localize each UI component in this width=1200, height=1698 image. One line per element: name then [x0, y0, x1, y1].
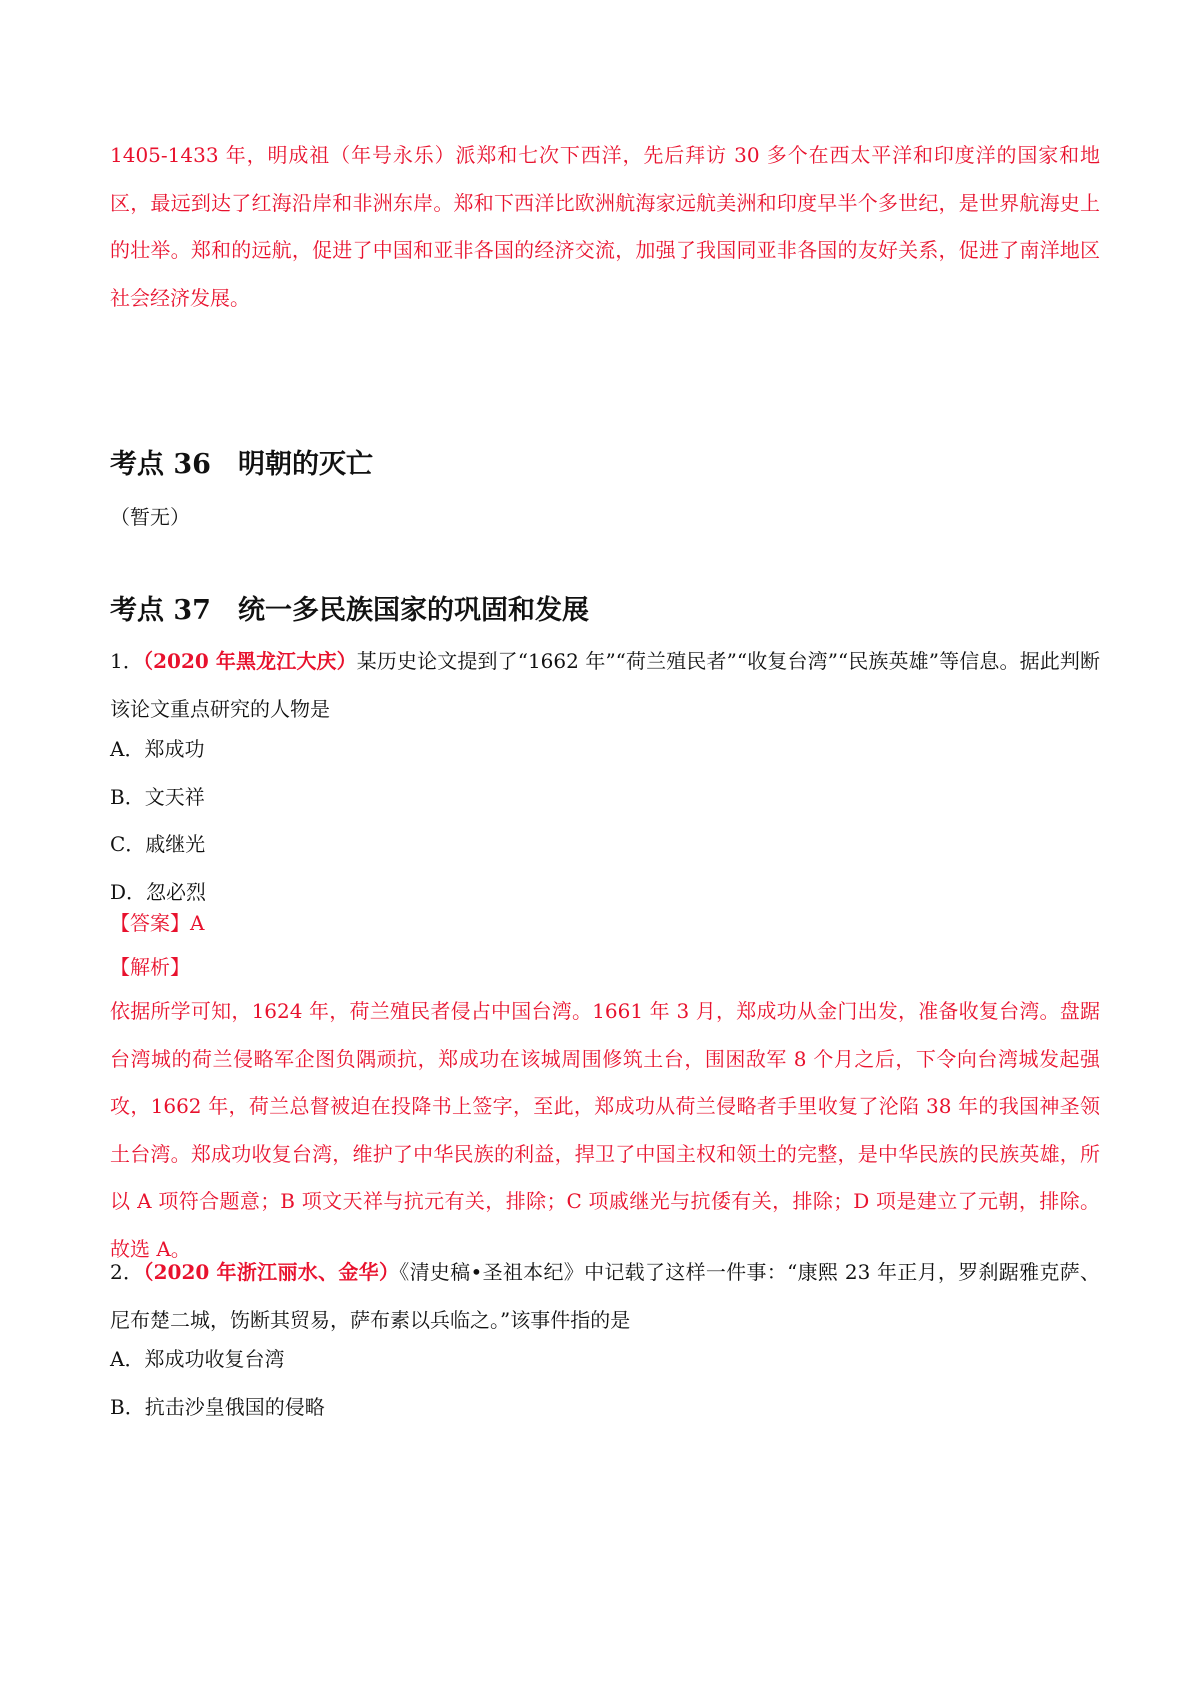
question-2-option-b: B．抗击沙皇俄国的侵略 — [110, 1394, 325, 1419]
answer-label: 【答案】 — [110, 911, 190, 935]
question-2-source: （2020 年浙江丽水、金华） — [143, 1260, 400, 1284]
question-1-option-a: A．郑成功 — [110, 737, 205, 761]
answer-value: A — [190, 911, 205, 935]
question-2-options — [110, 1336, 325, 1431]
question-2-text: 《清史稿•圣祖本纪》中记载了这样一件事：“康熙 23 年正月，罗刹踞雅克萨、尼布楚二城，饬断其贸易，萨布素以兵临之。”该事件指的是 — [110, 1260, 1100, 1332]
question-2-number: 2． — [110, 1260, 144, 1284]
section-36-note: （暂无） — [110, 505, 190, 529]
question-1-source: （2020 年黑龙江大庆） — [142, 649, 357, 673]
question-2-stem — [110, 1249, 1100, 1344]
question-1-stem — [110, 638, 1100, 733]
section-37-heading: 考点 37 统一多民族国家的巩固和发展 — [110, 595, 589, 626]
question-1-analysis-text: 依据所学可知，1624 年，荷兰殖民者侵占中国台湾。1661 年 3 月，郑成功从金门出发，准备收复台湾。盘踞台湾城的荷兰侵略军企图负隅顽抗，郑成功在该城周围修筑土台，围困敌军 8 个月之后，下令向台湾城发起强攻，1662 年，荷兰总督被迫在投降书上签字，至此，郑成功从荷兰侵略者手里收复了沦陷 38 年的我国神圣领土台湾。郑成功收复台湾，维护了中华民族的利益，捍卫了中国主权和领土的完整，是中华民族的民族英雄，所以 A 项符合题意；B 项文天祥与抗元有关，排除；C 项戚继光与抗倭有关，排除；D 项是建立了元朝，排除。故选 A。 — [110, 999, 1100, 1261]
question-1-number: 1． — [110, 649, 143, 673]
question-1-text: 某历史论文提到了“1662 年”“荷兰殖民者”“收复台湾”“民族英雄”等信息。据此判断该论文重点研究的人物是 — [110, 649, 1100, 721]
question-2-option-a: A．郑成功收复台湾 — [110, 1347, 285, 1371]
question-1-option-c: C．戚继光 — [110, 832, 206, 856]
question-1-option-b: B．文天祥 — [110, 784, 205, 809]
zhenghe-explanation-paragraph: 1405-1433 年，明成祖（年号永乐）派郑和七次下西洋，先后拜访 30 多个在西太平洋和印度洋的国家和地区，最远到达了红海沿岸和非洲东岸。郑和下西洋比欧洲航海家远航美洲和印度早半个多世纪，是世界航海史上的壮举。郑和的远航，促进了中国和亚非各国的经济交流，加强了我国同亚非各国的友好关系，促进了南洋地区社会经济发展。 — [110, 143, 1100, 310]
question-1-answer — [110, 900, 204, 948]
section-36-heading: 考点 36 明朝的灭亡 — [110, 449, 373, 480]
question-1-option-d: D．忽必烈 — [110, 879, 207, 904]
question-1-analysis-label: 【解析】 — [110, 955, 190, 979]
question-1-options — [110, 726, 206, 916]
